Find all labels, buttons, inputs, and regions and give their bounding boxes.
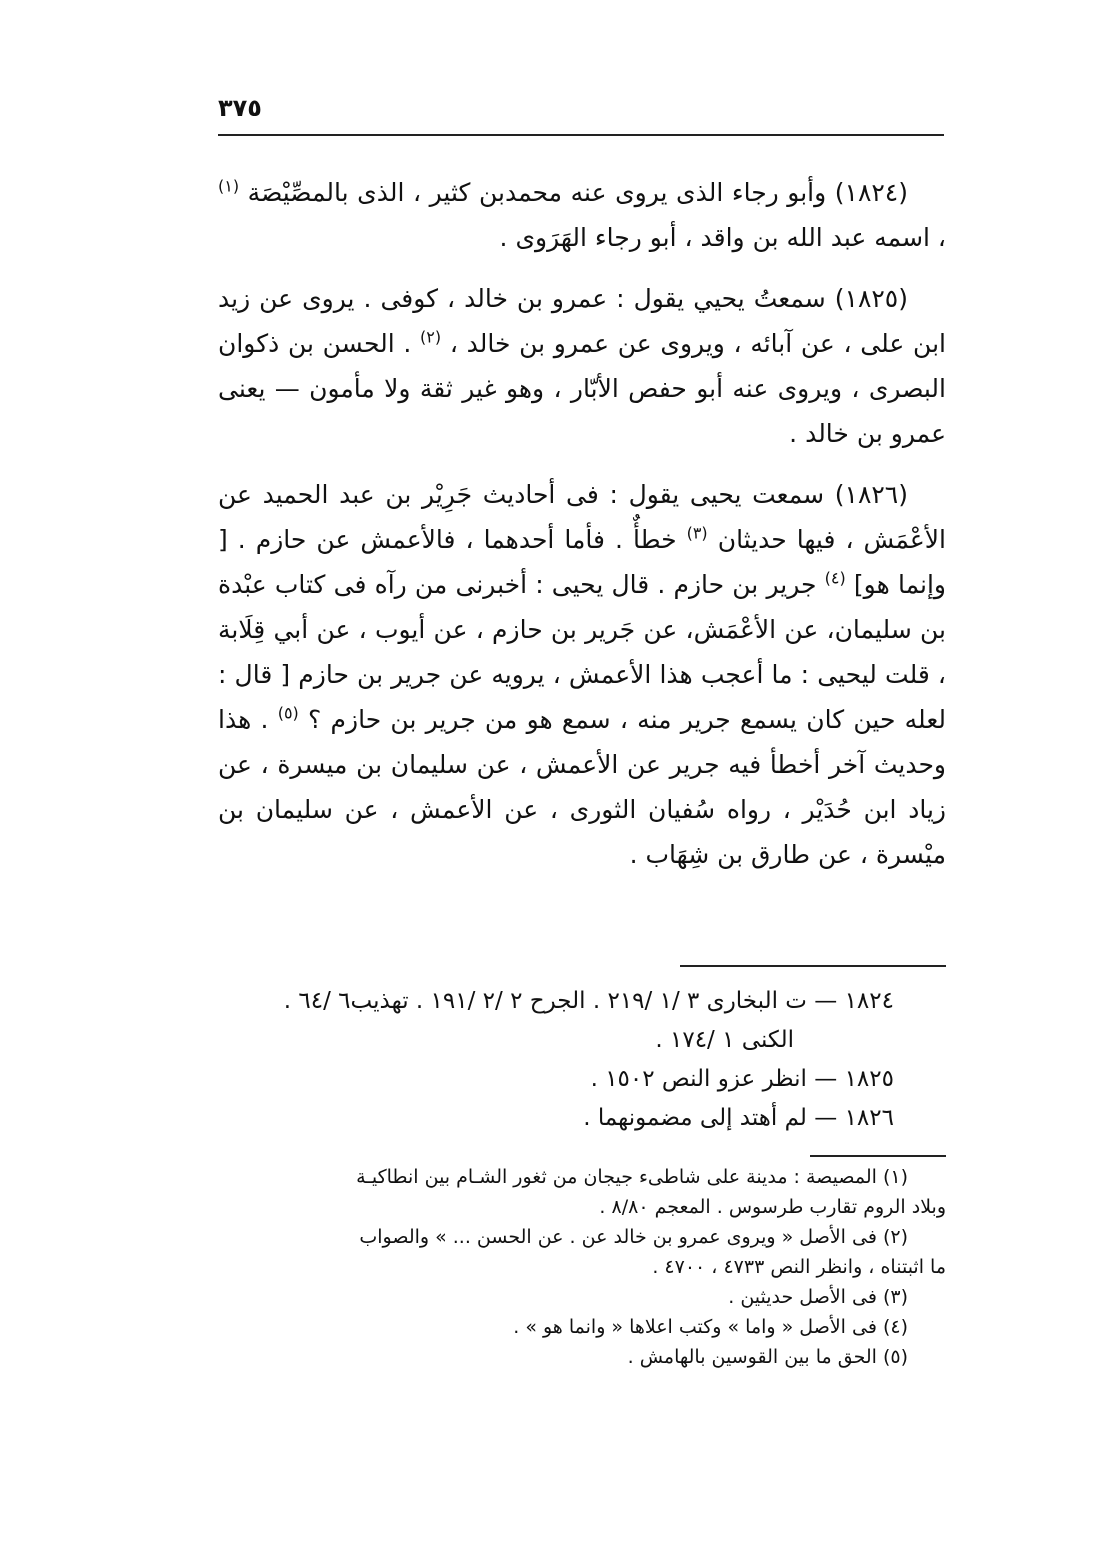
paragraph-text: (١٨٢٤) وأبو رجاء الذى يروى عنه محمدبن كثير ، الذى بالمصِّيْصَة [247,178,908,207]
header-rule [218,134,944,136]
footnote-2-cont: ما اثبتناه ، وانظر النص ٤٧٣٣ ، ٤٧٠٠ . [652,1256,946,1278]
footnote-1-cont: وبلاد الروم تقارب طرسوس . المعجم ٨/٨٠ . [599,1196,946,1218]
paragraph-tail: خطأٌ . فأما أحدهما ، فالأعمش عن حازم . [ وإنما هو] [218,525,946,599]
reference-1826: ١٨٢٦ — لم أهتد إلى مضمونهما . [583,1105,894,1131]
page-number: ٣٧٥ [218,94,262,122]
footnote-ref-5: (٥) [277,703,299,723]
footnote-ref-2: (٢) [420,327,442,347]
reference-1824: ١٨٢٤ — ت البخارى ٣ /١ /٢١٩ . الجرح ٢ /٢ /١٩١ . تهذيب٦ /٦٤ . [283,988,894,1014]
footnotes-rule [810,1155,946,1157]
paragraph-1825 [218,276,946,456]
footnote-3: (٣) فى الأصل حديثين . [728,1286,908,1308]
references [218,982,894,1138]
body-text [218,170,946,877]
paragraph-text: (١٨٢٦) سمعت يحيى يقول : فى أحاديث جَرِيْر بن عبد الحميد عن الأعْمَش ، فيها حديثان [218,480,946,554]
paragraph-tail: جرير بن حازم . قال يحيى : أخبرنى من رآه فى كتاب عبْدة بن سليمان، عن الأعْمَش، عن جَرير بن حازم ، عن أيوب ، عن أبي قِلَابة ، قلت ليحيى : ما أعجب هذا الأعمش ، يرويه عن جرير بن حازم [ قال : لعله حين كان يسمع جرير منه ، سمع هو من جرير بن حازم ؟ [218,570,946,734]
footnote-2: (٢) فى الأصل « ويروى عمرو بن خالد عن . عن الحسن ... » والصواب [359,1226,908,1248]
paragraph-text: (١٨٢٥) سمعتُ يحيي يقول : عمرو بن خالد ، كوفى . يروى عن زيد ابن على ، عن آبائه ، ويروى عن عمرو بن خالد ، [218,284,946,358]
paragraph-1826 [218,472,946,877]
footnote-4: (٤) فى الأصل « واما » وكتب اعلاها « وانما هو » . [513,1316,908,1338]
paragraph-tail: . هذا وحديث آخر أخطأ فيه جرير عن الأعمش ، عن سليمان بن ميسرة ، عن زياد ابن حُدَيْر ، رواه سُفيان الثورى ، عن الأعمش ، عن سليمان بن ميْسرة ، عن طارق بن شِهَاب . [218,705,946,869]
references-rule [680,965,946,967]
footnotes [196,1162,946,1372]
footnote-ref-1: (١) [218,176,240,196]
footnote-ref-4: (٤) [824,568,846,588]
footnote-ref-3: (٣) [686,523,708,543]
paragraph-tail: . الحسن بن ذكوان البصرى ، ويروى عنه أبو حفص الأبّار ، وهو غير ثقة ولا مأمون — يعنى عمرو بن خالد . [218,329,946,448]
paragraph-1824 [218,170,946,260]
footnote-1: (١) المصيصة : مدينة على شاطىء جيجان من ثغور الشـام بين انطاكيـة [356,1166,908,1188]
reference-1825: ١٨٢٥ — انظر عزو النص ١٥٠٢ . [590,1066,894,1092]
paragraph-tail: ، اسمه عبد الله بن واقد ، أبو رجاء الهَرَوى . [499,223,946,252]
footnote-5: (٥) الحق ما بين القوسين بالهامش . [627,1346,908,1368]
reference-1824-cont: الكنى ١ /١٧٤ . [655,1027,794,1053]
